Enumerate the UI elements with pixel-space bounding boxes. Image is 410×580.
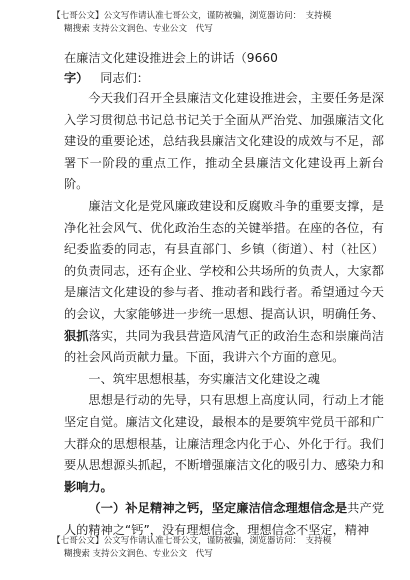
paragraph-significance-text-b: 落实，共同为我县营造风清气正的政治生态和崇廉尚洁的社会风尚贡献力量。下面，我讲六个方面的意见。 xyxy=(64,328,384,365)
footer-notice-line2: 糊搜索 支持公文润色、专业公文 代写 xyxy=(64,549,213,559)
paragraph-thought-bold: 影响力。 xyxy=(64,479,113,494)
header-notice-line2: 糊搜索 支持公文润色、专业公文 代写 xyxy=(64,24,213,34)
document-body xyxy=(64,88,384,541)
title-word-count: 字） xyxy=(64,71,89,85)
paragraph-significance xyxy=(64,196,384,369)
paragraph-thought-text: 思想是行动的先导，只有思想上高度认同，行动上才能坚定自觉。廉洁文化建设，最根本的是要筑牢党员干部和广大群众的思想根基，让廉洁理念内化于心、外化于行。我们要从思想源头抓起，不断增强廉洁文化的吸引力、感染力和 xyxy=(64,393,384,473)
document-title xyxy=(64,48,384,88)
title-line1: 在廉洁文化建设推进会上的讲话（9660 xyxy=(64,51,278,65)
section-heading-1: 一、筑牢思想根基，夯实廉洁文化建设之魂 xyxy=(88,371,320,386)
paragraph-thought xyxy=(64,390,384,498)
header-notice xyxy=(52,10,372,36)
header-notice-line1: 【七哥公文】公文写作请认准七哥公文，谨防被骗，浏览器访问： 支持模 xyxy=(52,11,332,21)
footer-notice xyxy=(52,535,372,561)
subsection-heading-1-bold: （一）补足精神之钙，坚定廉洁信念理想信念是 xyxy=(88,501,348,516)
salutation: 同志们： xyxy=(100,71,149,85)
subsection-heading-1-text: 共产党人的精神之“钙”，没有理想信念，理想信念不坚定，精神 xyxy=(64,501,385,537)
title-line2 xyxy=(64,68,384,88)
footer-notice-line1: 【七哥公文】公文写作请认准七哥公文，谨防被骗，浏览器访问： 支持模 xyxy=(52,536,332,546)
paragraph-significance-bold: 狠抓 xyxy=(64,328,89,343)
paragraph-intro: 今天我们召开全县廉洁文化建设推进会，主要任务是深入学习贯彻总书记总书记关于全面从严治党、加强廉洁文化建设的重要论述，总结我县廉洁文化建设的成效与不足，部署下一阶段的重点工作，推动全县廉洁文化建设再上新台阶。 xyxy=(64,91,384,192)
paragraph-significance-text-a: 廉洁文化是党风廉政建设和反腐败斗争的重要支撑，是净化社会风气、优化政治生态的关键举措。在座的各位，有纪委监委的同志，有县直部门、乡镇（街道）、村（社区）的负责同志，还有企业、学校和公共场所的负责人，大家都是廉洁文化建设的参与者、推动者和践行者。希望通过今天的会议，大家能够进一步统一思想、提高认识，明确任务、 xyxy=(64,198,384,321)
